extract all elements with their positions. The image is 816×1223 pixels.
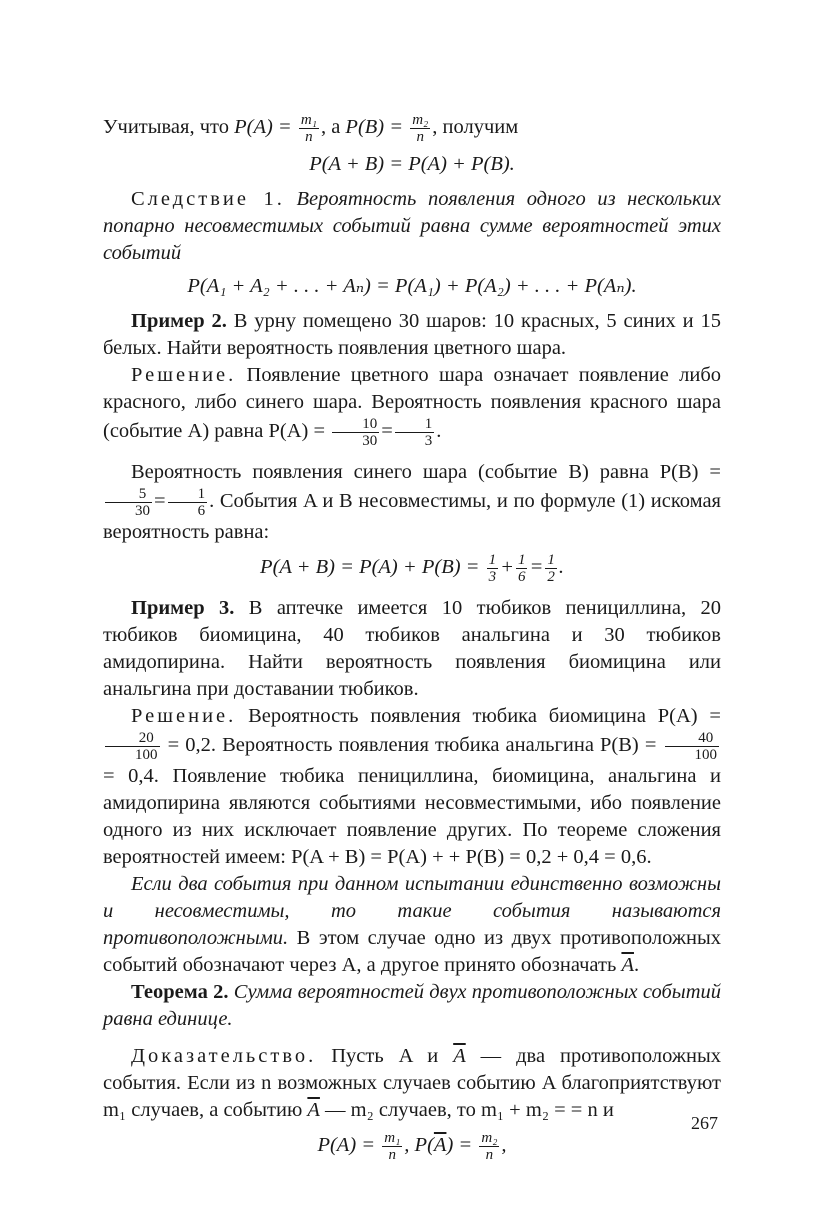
- fraction-1-6: $\frac{1}{6}$: [168, 486, 208, 519]
- page-number: 267: [691, 1113, 718, 1133]
- formula-example-2: P(A + B) = P(A) + P(B) = $\frac{1}{3}$ + $\frac{1}{6}$ = $\frac{1}{2}$ .: [260, 552, 564, 585]
- fraction-m2-n-2: $\frac{\text{m₂}}{n}$: [481, 1130, 498, 1163]
- solution-3-text-3: = 0,4. Появление тюбика пенициллина, биомицина, анальгина и амидопирина являются событиями несовместимыми, ибо появление одного из них исключает появление других. По теореме сложения вероятностей имеем: P(A + B) = P(A) + + P(B) = 0,2 + 0,4 = 0,6.: [103, 765, 721, 868]
- intro-line: Учитывая, что P(A) = $\frac{\text{m₁}}{n}$ , а P(B) = $\frac{\text{m₂}}{n}$ , получим: [103, 112, 519, 145]
- proof-text-3: — m₂ случаев, то m₁ + m₂ = = n и: [319, 1099, 614, 1121]
- theorem-2-text: Сумма вероятностей двух противоположных событий равна единице.: [103, 981, 721, 1030]
- solution-2-label: Решение.: [131, 364, 237, 386]
- a-bar: $\overline{A}$: [621, 954, 634, 976]
- example-3-label: Пример 3.: [131, 597, 235, 619]
- solution-3-label: Решение.: [131, 705, 237, 727]
- fraction-10-30: $\frac{10}{30}$: [332, 416, 379, 449]
- fraction-5-30: $\frac{5}{30}$: [105, 486, 152, 519]
- formula-general-sum: P(A₁ + A₂ + . . . + Aₙ) = P(A₁) + P(A₂) + . . . + P(Aₙ).: [187, 275, 637, 297]
- example-2: [103, 308, 721, 362]
- example-3-text: В аптечке имеется 10 тюбиков пенициллина, 20 тюбиков биомицина, 40 тюбиков анальгина и 30 тюбиков амидопирина. Найти вероятность появления биомицина или анальгина при доставании тюбиков.: [103, 597, 721, 700]
- proof-label: Доказательство.: [131, 1045, 317, 1067]
- fraction-1-3: $\frac{1}{3}$: [395, 416, 435, 449]
- intro-text-3: , получим: [432, 116, 519, 139]
- fraction-1-2: $\frac{1}{2}$: [547, 552, 555, 585]
- solution-3-text-2: = 0,2. Вероятность появления тюбика анальгина P(B) =: [161, 734, 663, 757]
- fraction-20-100: $\frac{20}{100}$: [105, 730, 160, 763]
- example-3: [103, 595, 721, 703]
- proof-text: Пусть A и: [316, 1045, 454, 1067]
- fraction-1-6b: $\frac{1}{6}$: [517, 552, 526, 585]
- definition-opposite: Если два события при данном испытании единственно возможны и несовместимы, то такие события называются противоположными. В этом случае одно из двух противоположных событий обозначают через A, а другое принято обозначать $\overline{A}$.: [103, 873, 721, 976]
- corollary-text: Вероятность появления одного из нескольких попарно несовместимых событий равна сумме вероятностей этих событий: [103, 188, 722, 264]
- definition-text: В этом случае одно из двух противоположных событий обозначают через A, а другое принято обозначать: [103, 927, 721, 976]
- solution-3: [103, 703, 721, 871]
- solution-2b-text: Вероятность появления синего шара (событие B) равна P(B) =: [131, 461, 721, 483]
- example-2-label: Пример 2.: [131, 310, 227, 332]
- solution-2-text: Появление цветного шара означает появление либо красного, либо синего шара. Вероятность появления красного шара (событие A) равна P(A) =: [103, 364, 721, 443]
- theorem-2: [103, 979, 721, 1033]
- corollary-label: Следствие 1.: [131, 188, 285, 210]
- formula-sum: P(A + B) = P(A) + P(B).: [309, 153, 515, 175]
- fraction-m2-n: $\frac{\text{m₂}}{n}$: [412, 112, 429, 145]
- solution-2b-text-2: . События A и B несовместимы, и по формуле (1) искомая вероятность равна:: [103, 490, 721, 543]
- formula-opposite: P(A) = $\frac{\text{m₁}}{n}$ , $P(\overline{A})$ = $\frac{\text{m₂}}{n}$ ,: [317, 1130, 507, 1163]
- fraction-m1-n-2: $\frac{\text{m₁}}{n}$: [384, 1130, 401, 1163]
- corollary-1: [103, 186, 721, 267]
- definition-italic: Если два события при данном испытании единственно возможны и несовместимы, то такие события называются противоположными.: [103, 873, 721, 949]
- solution-3-text: Вероятность появления тюбика биомицина P(A) =: [236, 705, 721, 727]
- theorem-2-label: Теорема 2.: [131, 981, 229, 1003]
- solution-2a: Решение. Появление цветного шара означает появление либо красного, либо синего шара. Вероятность появления красного шара (событие A) равна P(A) = $\frac{10}{30}$ = $\frac{1}{3}$ .: [103, 364, 721, 449]
- fraction-m1-n: $\frac{\text{m₁}}{n}$: [300, 112, 317, 145]
- intro-text-2: , а: [320, 116, 346, 139]
- fraction-1-3b: $\frac{1}{3}$: [488, 552, 497, 585]
- proof: [103, 1043, 721, 1124]
- example-2-text: В урну помещено 30 шаров: 10 красных, 5 синих и 15 белых. Найти вероятность появления цветного шара.: [103, 310, 721, 359]
- fraction-40-100: $\frac{40}{100}$: [665, 730, 720, 763]
- intro-text: Учитывая, что: [103, 116, 235, 139]
- proof-text-2: — два противоположных события. Если из n возможных случаев событию A благоприятствуют m₁ случаев, а событию: [103, 1045, 722, 1121]
- solution-2b: Вероятность появления синего шара (событие B) равна P(B) = $\frac{5}{30}$ = $\frac{1}{6}$ . События A и B несовместимы, и по формуле (1) искомая вероятность равна:: [103, 461, 721, 543]
- proof-a-bar-2: $\overline{A}$: [307, 1099, 320, 1121]
- proof-a-bar: $\overline{A}$: [453, 1045, 466, 1067]
